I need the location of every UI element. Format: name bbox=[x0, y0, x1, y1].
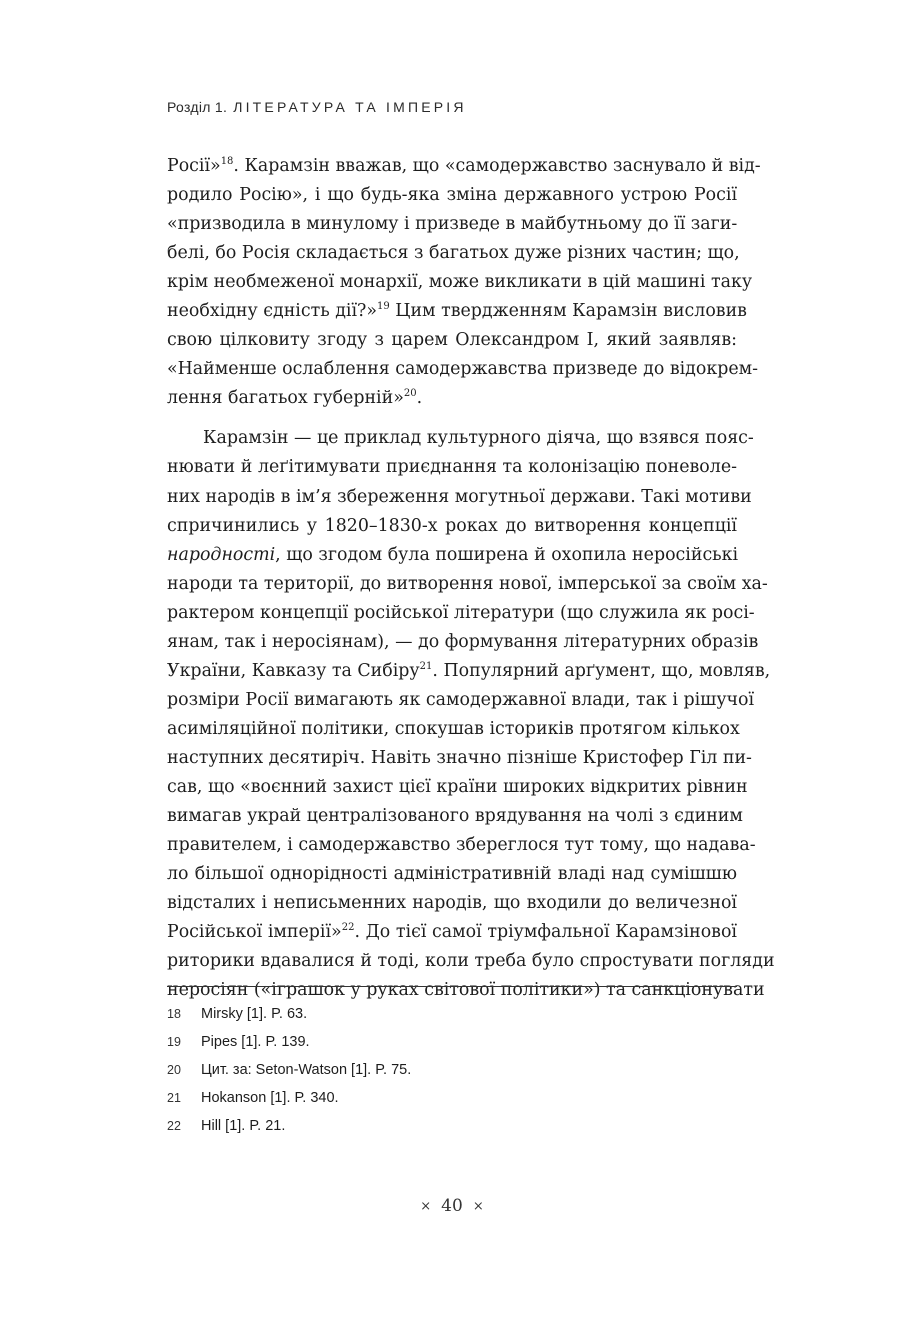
text-line: наступних десятиріч. Навіть значно пізніше Кристофер Гіл пи- bbox=[167, 747, 752, 768]
footnote bbox=[167, 1112, 737, 1140]
body-text bbox=[167, 152, 775, 1005]
footnote-ref[interactable]: 22 bbox=[341, 922, 355, 934]
chapter-title: ЛІТЕРАТУРА ТА ІМПЕРІЯ bbox=[233, 99, 467, 115]
footnote-number: 21 bbox=[167, 1091, 181, 1105]
text-line: спричинились у 1820–1830-х роках до витворення концепції bbox=[167, 515, 737, 536]
footnote-text: Mirsky [1]. P. 63. bbox=[201, 1006, 308, 1022]
text-line: народності, що згодом була поширена й охопила неросійські bbox=[167, 544, 739, 565]
text-line: розміри Росії вимагають як самодержавної влади, так і рішучої bbox=[167, 689, 755, 710]
footnote-number: 19 bbox=[167, 1035, 181, 1049]
footnote-number: 22 bbox=[167, 1119, 181, 1133]
italic-term: народності bbox=[167, 544, 276, 565]
footnote bbox=[167, 1056, 737, 1084]
text-line: асиміляційної політики, спокушав істориків протягом кількох bbox=[167, 718, 740, 739]
page-number-footer bbox=[0, 1196, 904, 1216]
text-line: белі, бо Росія складається з багатьох дуже різних частин; що, bbox=[167, 243, 740, 264]
footnote-text: Pipes [1]. P. 139. bbox=[201, 1034, 310, 1050]
text-line: України, Кавказу та Сибіру$^{21}$. Популярний арґумент, що, мовляв, bbox=[167, 660, 771, 681]
footnote-ref[interactable]: 18 bbox=[220, 156, 234, 167]
footnote bbox=[167, 1084, 737, 1112]
text-line: «призводила в минулому і призведе в майбутньому до її заги- bbox=[167, 214, 738, 235]
page-number: 40 bbox=[441, 1196, 463, 1216]
footnote-ref[interactable]: 19 bbox=[377, 301, 390, 313]
running-head bbox=[167, 99, 467, 115]
text-line: свою цілковиту згоду з царем Олександром І, який заявляв: bbox=[167, 330, 737, 351]
footnote-ref[interactable]: 21 bbox=[419, 660, 433, 672]
text-line: сав, що «воєнний захист цієї країни широких відкритих рівнин bbox=[167, 776, 748, 797]
text-line: вимагав украй централізованого врядування на чолі з єдиним bbox=[167, 806, 743, 827]
text-line: Російської імперії»$^{22}$. До тієї самої тріумфальної Карамзінової bbox=[167, 922, 737, 943]
text-line: Росії»$^{18}$. Карамзін вважав, що «самодержавство заснувало й від- bbox=[167, 156, 761, 176]
text-line: «Найменше ослаблення самодержавства призведе до відокрем- bbox=[167, 359, 759, 380]
text-line: лення багатьох губерній»$^{20}$. bbox=[167, 388, 423, 409]
footnote-divider bbox=[167, 986, 737, 987]
text-line: риторики вдавалися й тоді, коли треба було спростувати погляди bbox=[167, 951, 775, 972]
text-line: родило Росію», і що будь-яка зміна державного устрою Росії bbox=[167, 185, 737, 206]
footnote-text: Hill [1]. P. 21. bbox=[201, 1118, 286, 1134]
text-line: народи та території, до витворення нової, імперської за своїм ха- bbox=[167, 573, 768, 594]
ornament-right-icon: × bbox=[472, 1199, 484, 1214]
text-line: них народів в ім’я збереження могутньої держави. Такі мотиви bbox=[167, 486, 752, 507]
chapter-label: Розділ 1. bbox=[167, 99, 228, 115]
footnote-number: 20 bbox=[167, 1063, 181, 1077]
text-line: правителем, і самодержавство збереглося тут тому, що надава- bbox=[167, 835, 756, 856]
text-line: відсталих і неписьменних народів, що входили до величезної bbox=[167, 893, 737, 914]
text-line: крім необмеженої монархії, може викликати в цій машині таку bbox=[167, 272, 753, 293]
footnote bbox=[167, 1028, 737, 1056]
text-line: нювати й леґітимувати приєднання та колонізацію поневоле- bbox=[167, 457, 737, 478]
text-line: рактером концепції російської літератури (що служила як росі- bbox=[167, 602, 755, 623]
text-line: Карамзін — це приклад культурного діяча, що взявся пояс- bbox=[203, 428, 754, 449]
footnote-text: Цит. за: Seton-Watson [1]. P. 75. bbox=[201, 1062, 412, 1078]
text-line: неросіян («іграшок у руках світової політики») та санкціонувати bbox=[167, 980, 765, 1001]
footnotes bbox=[167, 1000, 737, 1140]
footnote-number: 18 bbox=[167, 1007, 181, 1021]
text-line: янам, так і неросіянам), — до формування літературних образів bbox=[167, 631, 759, 652]
text-line: ло більшої однорідності адміністративній владі над сумішшю bbox=[167, 864, 737, 885]
ornament-left-icon: × bbox=[420, 1199, 432, 1214]
footnote-text: Hokanson [1]. P. 340. bbox=[201, 1090, 339, 1106]
footnote bbox=[167, 1000, 737, 1028]
text-line: необхідну єдність дії?»$^{19}$ Цим твердженням Карамзін висловив bbox=[167, 301, 747, 322]
footnote-ref[interactable]: 20 bbox=[403, 388, 417, 400]
